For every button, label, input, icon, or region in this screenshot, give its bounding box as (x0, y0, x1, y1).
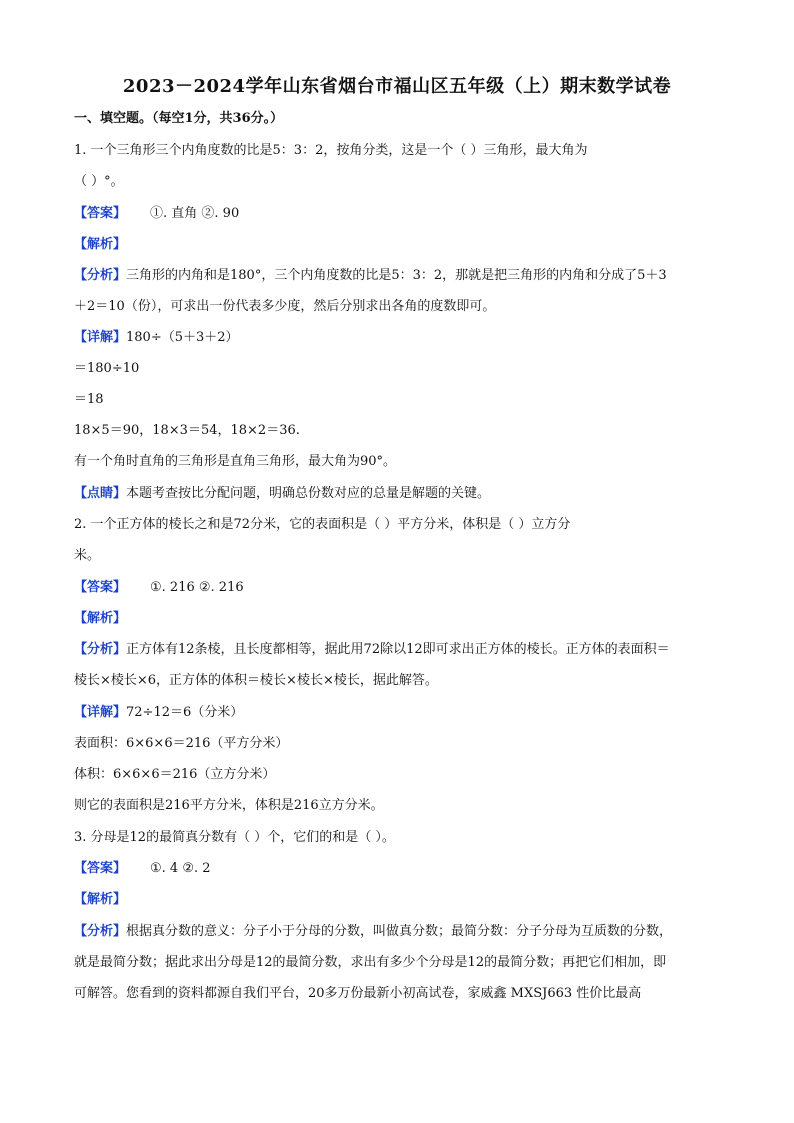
detail-line: 有一个角时直角的三角形是直角三角形，最大角为90°。 (74, 454, 397, 469)
detail-line: ＝18 (74, 392, 104, 407)
section-tag: 【详解】 (74, 330, 127, 345)
section-tag: 【分析】 (74, 642, 127, 657)
analysis-text: 【分析】三角形的内角和是180°，三个内角度数的比是5：3：2，那就是把三角形的内角和分成了5＋3 (74, 268, 667, 283)
answer-values: ①. 216 ②. 216 (150, 580, 244, 595)
detail-line: 18×5＝90，18×3＝54，18×2＝36. (74, 423, 300, 438)
detail-line: ＝180÷10 (74, 361, 140, 376)
analysis-text-cont: ＋2＝10（份），可求出一份代表多少度，然后分别求出各角的度数即可。 (74, 299, 496, 314)
question-1-text: 1. 一个三角形三个内角度数的比是5：3：2，按角分类，这是一个（ ）三角形，最大角为 (74, 143, 588, 158)
answer-row-2 (74, 579, 244, 597)
key-point-line: 【点睛】本题考查按比分配问题，明确总份数对应的总量是解题的关键。 (74, 486, 491, 501)
section-heading: 一、填空题。（每空1分，共36分。） (74, 111, 284, 126)
answer-tag: 【答案】 (74, 861, 127, 876)
answer-tag: 【答案】 (74, 206, 127, 221)
question-2-text: 2. 一个正方体的棱长之和是72分米，它的表面积是（ ）平方分米，体积是（ ）立方分 (74, 517, 571, 532)
section-tag: 【分析】 (74, 924, 127, 939)
detail-line: 表面积：6×6×6＝216（平方分米） (74, 736, 289, 751)
detail-line: 【详解】180÷（5＋3＋2） (74, 330, 239, 345)
analysis-text-cont: 就是最简分数；据此求出分母是12的最简分数，求出有多少个分母是12的最简分数；再把它们相加，即 (74, 955, 667, 970)
question-1-text-cont: （ ）°。 (74, 174, 124, 189)
answer-values: ①. 4 ②. 2 (150, 861, 211, 876)
answer-row-1 (74, 205, 239, 223)
answer-values: ①. 直角 ②. 90 (150, 206, 240, 221)
analysis-text-cont: 棱长×棱长×6，正方体的体积＝棱长×棱长×棱长，据此解答。 (74, 673, 438, 688)
answer-row-3 (74, 860, 211, 878)
section-tag: 【详解】 (74, 705, 127, 720)
question-3-text: 3. 分母是12的最简真分数有（ ）个，它们的和是（ ）。 (74, 830, 395, 845)
document-title: 2023－2024学年山东省烟台市福山区五年级（上）期末数学试卷 (122, 76, 672, 97)
section-tag: 【点睛】 (74, 486, 127, 501)
analysis-tag: 【解析】 (74, 237, 127, 252)
question-2-text-cont: 米。 (74, 548, 101, 563)
analysis-text: 【分析】正方体有12条棱，且长度都相等，据此用72除以12即可求出正方体的棱长。正方体的表面积＝ (74, 642, 670, 657)
analysis-tag: 【解析】 (74, 611, 127, 626)
analysis-text: 【分析】根据真分数的意义：分子小于分母的分数，叫做真分数；最简分数：分子分母为互质数的分数， (74, 924, 673, 939)
analysis-tag: 【解析】 (74, 892, 127, 907)
detail-line: 【详解】72÷12＝6（分米） (74, 705, 244, 720)
detail-line: 体积：6×6×6＝216（立方分米） (74, 767, 276, 782)
analysis-text-cont: 可解答。您看到的资料都源自我们平台，20多万份最新小初高试卷，家威鑫 MXSJ663 性价比最高 (74, 986, 642, 1001)
answer-tag: 【答案】 (74, 580, 127, 595)
detail-line: 则它的表面积是216平方分米，体积是216立方分米。 (74, 798, 384, 813)
section-tag: 【分析】 (74, 268, 127, 283)
